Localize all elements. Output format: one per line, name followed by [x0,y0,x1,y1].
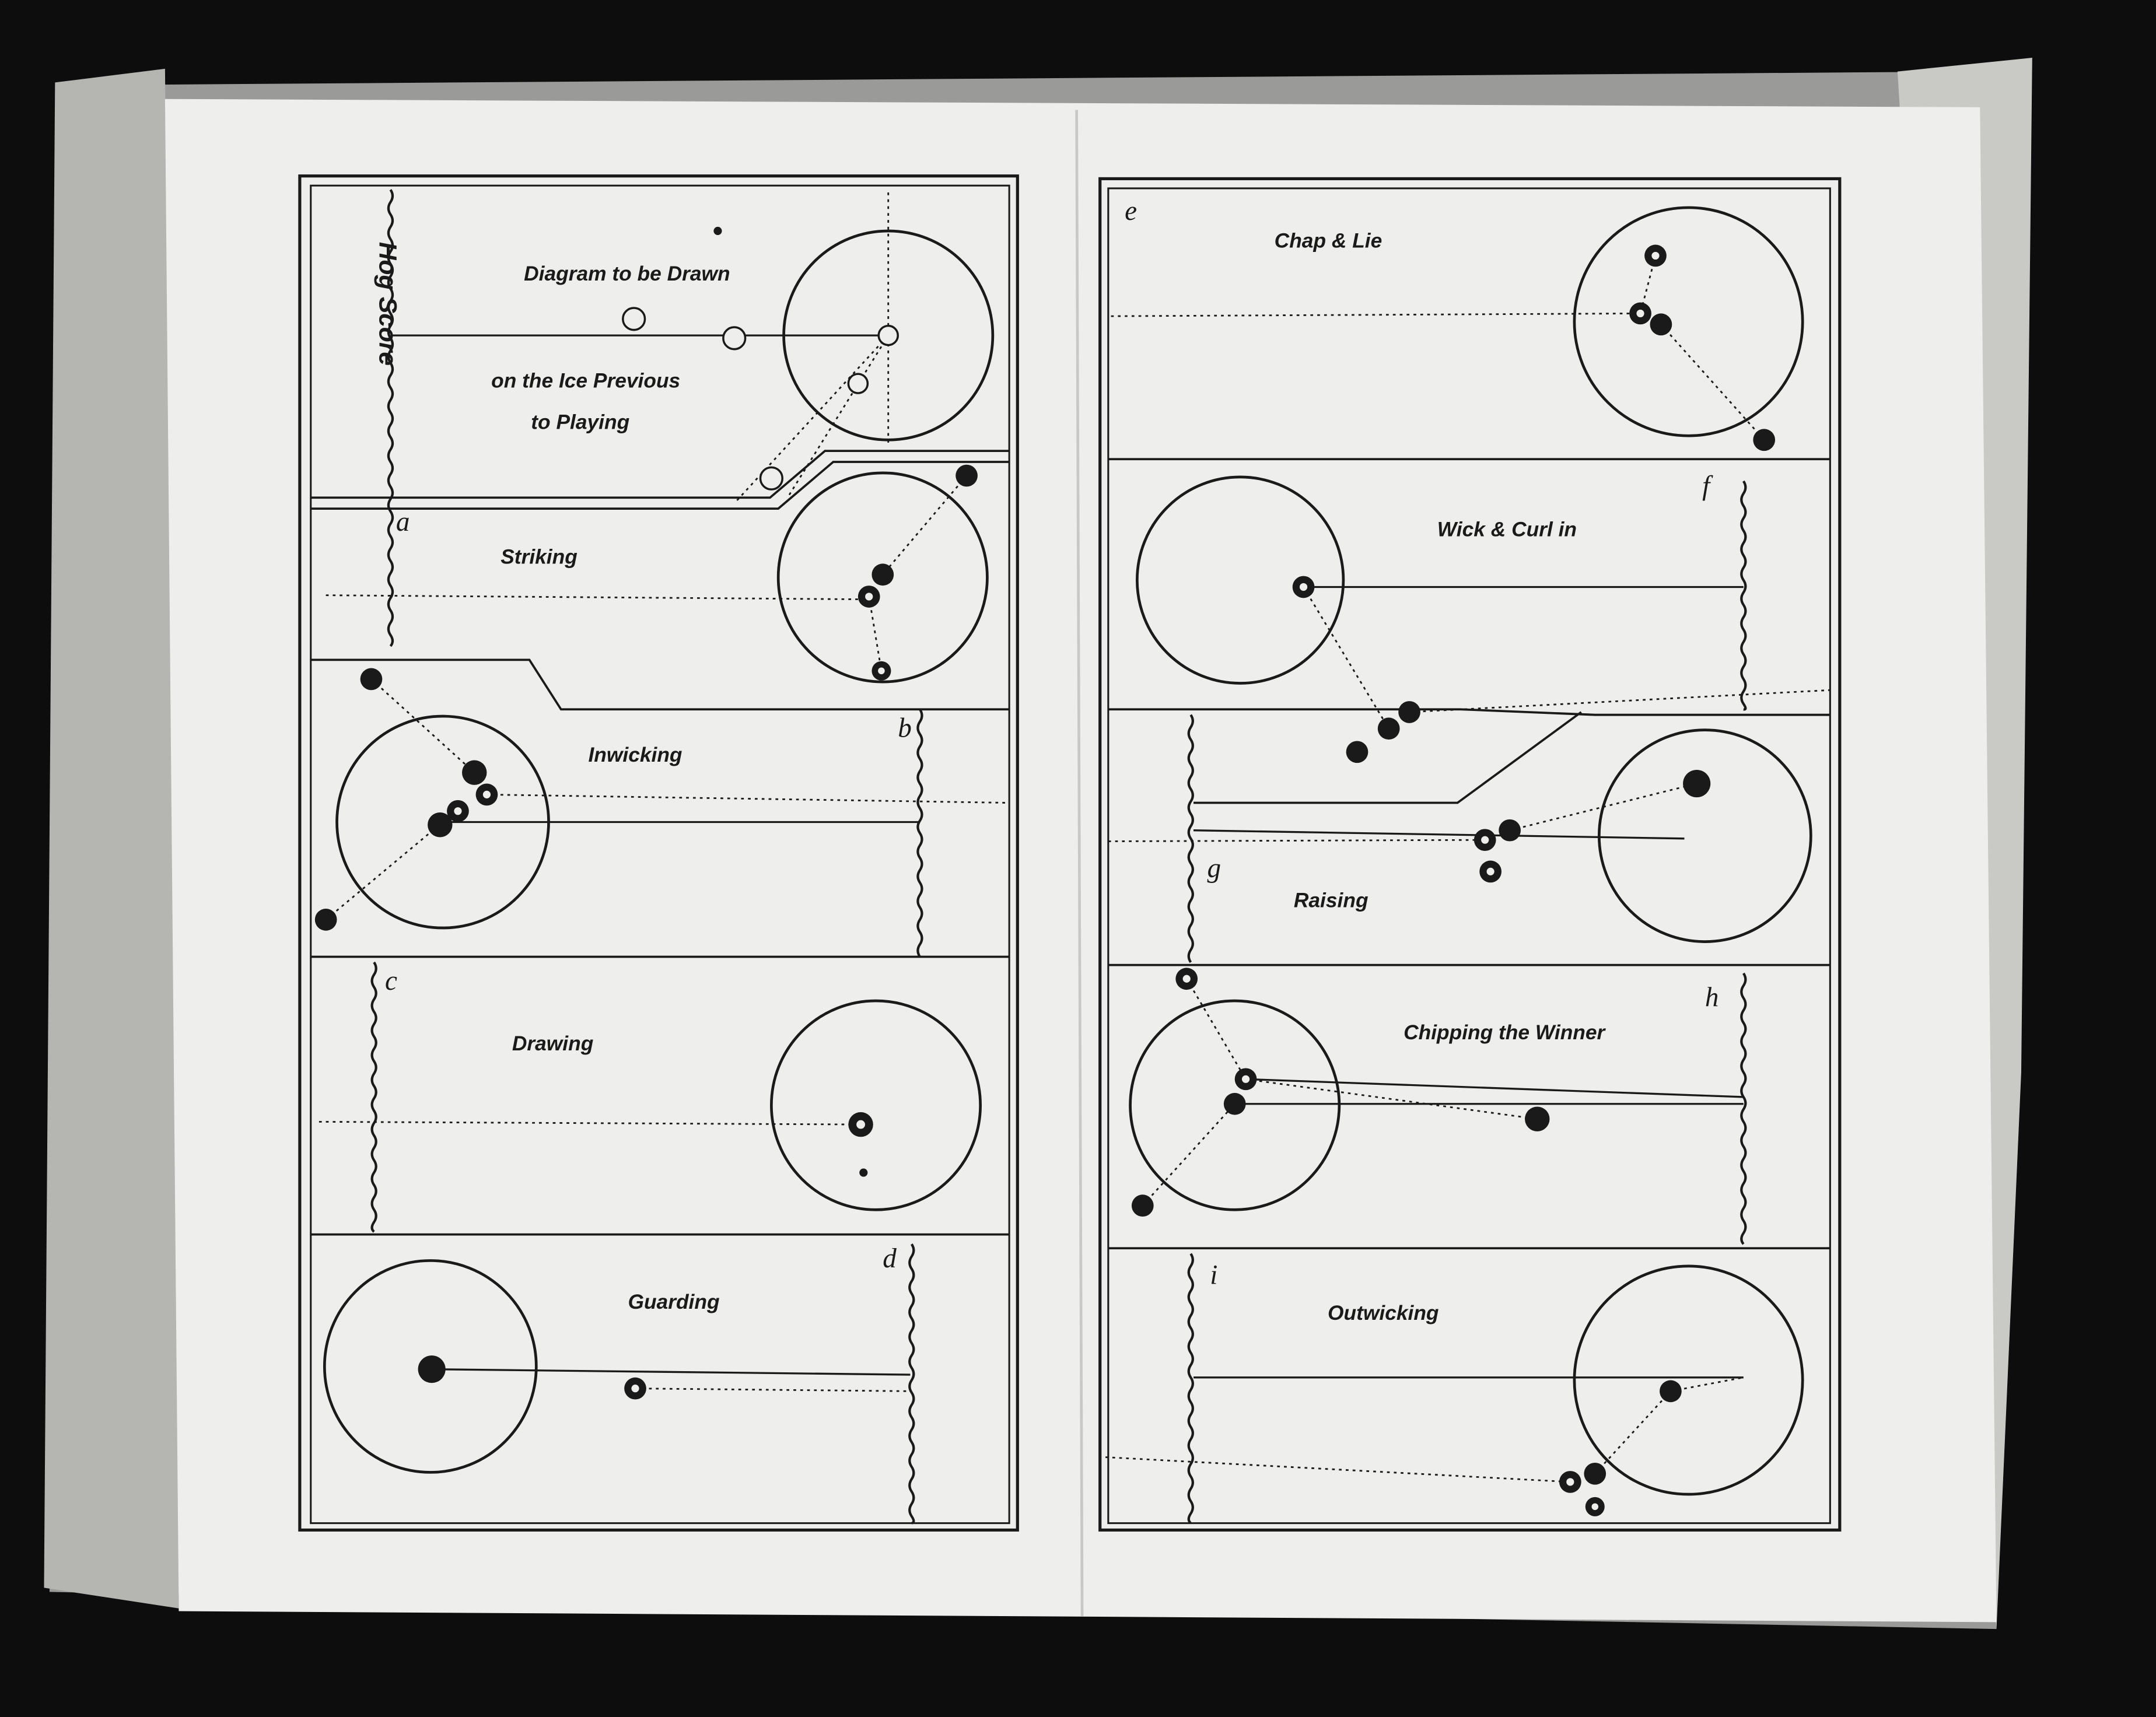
panel-title: Chap & Lie [1274,229,1382,253]
panel-title: Diagram to be Drawn [524,262,730,285]
curling-stone [1629,303,1651,325]
hog-score-label: Hog Score [374,241,402,366]
curling-stone [418,1355,446,1383]
curling-stone [1378,717,1400,740]
panel-title: on the Ice Previous [491,369,681,393]
curling-stone [1479,861,1502,883]
curling-stone [1175,968,1198,990]
curling-stone [1346,741,1368,763]
curling-stone [1474,829,1496,851]
panel-title: Striking [501,545,578,569]
curling-stone [1644,245,1667,267]
curling-stone [1650,313,1672,335]
curling-stone [859,1169,867,1177]
curling-stone [1293,576,1315,598]
panel-letter: h [1704,982,1719,1013]
curling-stone [428,812,452,837]
curling-stone [1753,429,1775,451]
panel-title: Drawing [512,1032,594,1055]
curling-stone [713,227,722,235]
curling-stone [878,326,898,345]
curling-stone [624,1378,646,1400]
hog-score-line [918,709,922,956]
panel-letter: c [385,966,397,997]
panel-title: Outwicking [1328,1301,1439,1324]
curling-stone [848,1112,873,1137]
panel-letter: a [396,506,410,537]
book-body [44,58,2032,1629]
panel-letter: d [883,1243,897,1274]
curling-stone [315,909,337,931]
curling-stone [1584,1463,1606,1485]
panel-title: Guarding [628,1290,720,1313]
panel-title: Chipping the Winner [1404,1021,1605,1044]
curling-stone [1132,1194,1154,1217]
curling-stone [476,784,498,806]
curling-stone [1559,1471,1581,1493]
panel-letter: i [1210,1260,1218,1291]
curling-stone [1660,1380,1682,1403]
panel-letter: e [1125,196,1138,227]
curling-stone [1235,1068,1257,1090]
panel-letter: g [1207,853,1222,884]
curling-stone [1525,1106,1549,1131]
curling-stone [1398,701,1420,723]
curling-stone [462,760,487,784]
curling-stone [956,465,978,487]
curling-stone [1586,1497,1605,1516]
curling-stone [1224,1093,1246,1115]
curling-stone [761,467,783,489]
panel-title: Raising [1293,889,1368,912]
curling-stone [1499,819,1521,842]
panel-title: Inwicking [588,743,682,766]
panel-letter: b [898,713,912,744]
panel-title: to Playing [531,411,630,434]
curling-stone [1683,770,1710,797]
panel-letter: f [1702,471,1710,502]
hog-score-line [1189,715,1193,962]
curling-stone [623,308,645,330]
curling-stone [360,668,383,691]
curling-stone [872,563,894,586]
curling-stone [723,327,746,349]
left-page-stack [44,69,178,1609]
curling-stone [858,586,880,608]
panel-title: Wick & Curl in [1437,518,1577,541]
curling-stone [872,661,891,681]
curling-stone [848,374,867,393]
